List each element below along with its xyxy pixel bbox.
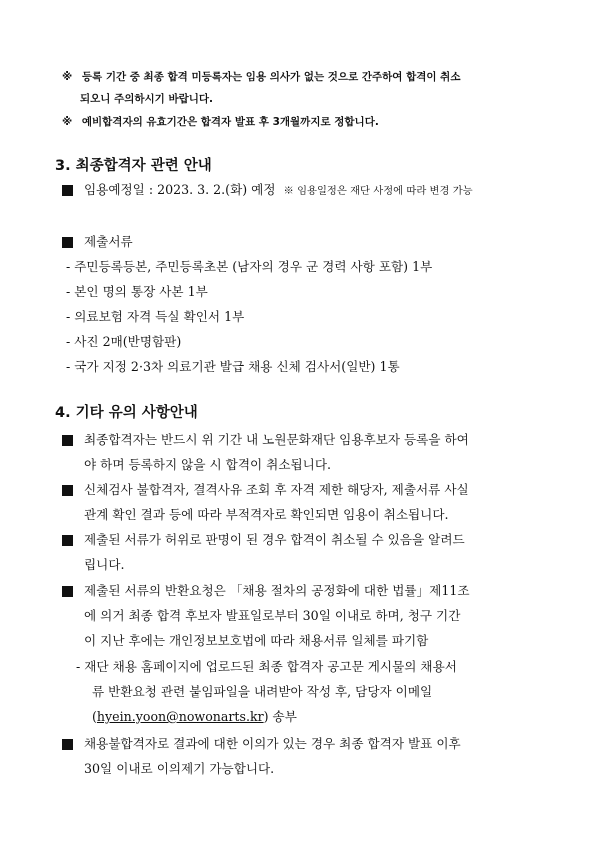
appointment-date: 임용예정일 : 2023. 3. 2.(화) 예정 [84, 182, 276, 197]
document-item: - 본인 명의 통장 사본 1부 [66, 284, 208, 299]
bullet-square-icon [62, 185, 73, 196]
notice-line: 되오니 주의하시기 바랍니다. [80, 93, 214, 105]
reference-mark: ※ [62, 71, 73, 83]
note-item-line: 에 의거 최종 합격 후보자 발표일로부터 30일 이내로 하며, 청구 기간 [84, 608, 461, 623]
section-title: 4. 기타 유의 사항안내 [55, 405, 198, 421]
bullet-square-icon [62, 586, 73, 597]
email-link[interactable]: hyein.yoon@nowonarts.kr [96, 709, 264, 724]
notice-line [62, 115, 379, 129]
document-item: - 주민등록등본, 주민등록초본 (남자의 경우 군 경력 사항 포함) 1부 [66, 259, 433, 274]
sub-item-line [92, 709, 297, 725]
document-item: - 국가 지정 2·3차 의료기관 발급 채용 신체 검사서(일반) 1통 [66, 359, 400, 374]
documents-title: 제출서류 [84, 234, 133, 249]
appointment-line [84, 182, 473, 199]
bullet-square-icon [62, 435, 73, 446]
document-item: - 의료보험 자격 득실 확인서 1부 [66, 309, 245, 324]
email-prefix: ( [92, 709, 97, 724]
note-item-line: 채용불합격자로 결과에 대한 이의가 있는 경우 최종 합격자 발표 이후 [84, 736, 461, 751]
note-item-line: 제출된 서류가 허위로 판명이 된 경우 합격이 취소될 수 있음을 알려드 [84, 532, 465, 547]
document-item: - 사진 2매(반명함판) [66, 334, 182, 349]
note-item-line: 최종합격자는 반드시 위 기간 내 노원문화재단 임용후보자 등록을 하여 [84, 432, 469, 447]
notice-line [62, 70, 460, 84]
section-title: 3. 최종합격자 관련 안내 [55, 158, 212, 174]
bullet-square-icon [62, 237, 73, 248]
sub-item-line: 류 반환요청 관련 붙임파일을 내려받아 작성 후, 담당자 이메일 [92, 684, 433, 699]
bullet-square-icon [62, 739, 73, 750]
email-suffix: ) 송부 [263, 709, 297, 724]
bullet-square-icon [62, 535, 73, 546]
appointment-note: ※ 임용일정은 재단 사정에 따라 변경 가능 [283, 185, 473, 197]
note-item-line: 관계 확인 결과 등에 따라 부적격자로 확인되면 임용이 취소됩니다. [84, 507, 449, 522]
note-item-line: 제출된 서류의 반환요청은 「채용 절차의 공정화에 대한 법률」제11조 [84, 583, 470, 598]
bullet-square-icon [62, 485, 73, 496]
note-item-line: 신체검사 불합격자, 결격사유 조회 후 자격 제한 해당자, 제출서류 사실 [84, 482, 469, 497]
note-item-line: 립니다. [84, 557, 125, 572]
reference-mark: ※ [62, 116, 73, 128]
notice-text: 등록 기간 중 최종 합격 미등록자는 임용 의사가 없는 것으로 간주하여 합격이 취소 [81, 71, 461, 83]
sub-item-line: - 재단 채용 홈페이지에 업로드된 최종 합격자 공고문 게시물의 채용서 [76, 659, 457, 674]
note-item-line: 이 지난 후에는 개인정보보호법에 따라 채용서류 일체를 파기함 [84, 633, 429, 648]
notice-text: 예비합격자의 유효기간은 합격자 발표 후 3개월까지로 정합니다. [81, 116, 379, 128]
note-item-line: 야 하며 등록하지 않을 시 합격이 취소됩니다. [84, 457, 332, 472]
note-item-line: 30일 이내로 이의제기 가능합니다. [84, 761, 275, 776]
